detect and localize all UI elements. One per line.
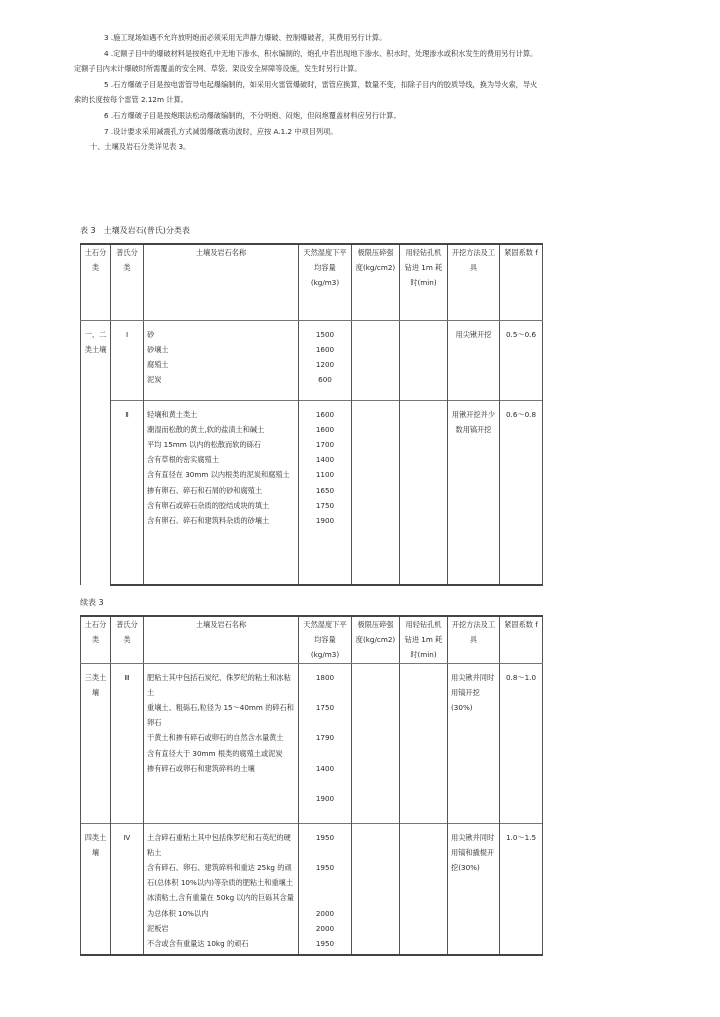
header-weight: 天然湿度下平均容量(kg/m3) (299, 616, 352, 663)
strength-cell (352, 663, 400, 823)
rock-name: 含有直径在 30mm 以内根类的泥炭和腐殖土 (147, 470, 290, 480)
drill-time-cell (400, 663, 448, 823)
rock-name: 干黄土和掺有碎石或卵石的自然含水量黄土 (147, 733, 284, 743)
drill-time-cell (400, 320, 448, 400)
drill-time-cell (400, 400, 448, 585)
unit-weight: 1750 (315, 500, 335, 510)
note-5: 5 .石方爆破子目是按电雷管导电起爆编制的，如采用火雷管爆破时，雷管应换算，数量不变，扣除子目内的胶质导线，换为导火索，导火 (104, 79, 538, 89)
unit-weight: 1950 (315, 938, 335, 948)
soil-class-4: 四类土壤 (81, 823, 111, 955)
unit-weight: 1750 (315, 703, 335, 712)
puzhi-class-2: Ⅱ (111, 400, 144, 585)
coefficient-f: 0.8～1.0 (500, 663, 543, 823)
note-4: 4 .定额子目中的爆破材料是按炮孔中无地下渗水、积水编制的，炮孔中若出现地下渗水、积水时，处理渗水或积水发生的费用另行计算。 (104, 48, 538, 58)
puzhi-class-4: Ⅳ (111, 823, 144, 955)
header-puzhi-class: 普氏分类 (111, 244, 144, 320)
unit-weight: 1900 (315, 794, 335, 804)
rock-name: 砂 (147, 329, 155, 339)
unit-weight: 1950 (315, 863, 335, 872)
rock-name: 含有草根的密实腐殖土 (147, 455, 219, 465)
rock-name: 腐殖土 (147, 359, 169, 369)
soil-class-1-2: 一、二类土壤 (81, 320, 111, 585)
rock-name: 平均 15mm 以内的松散而软的砾石 (147, 439, 261, 449)
rock-name: 掺有碎石或卵石和建筑碎料的土壤 (147, 763, 255, 773)
note-4-cont: 定额子目内未计爆破时所需覆盖的安全网、草袋、架设安全屏障等设施，发生时另行计算。 (74, 64, 362, 74)
header-drill-time: 用轻钻孔机钻进 1m 耗时(min) (400, 244, 448, 320)
header-coefficient: 紧固系数 f (500, 244, 543, 320)
note-7: 7 .设计要求采用减震孔方式减弱爆破震动波时，应按 A.1.2 中项目列项。 (104, 126, 338, 136)
header-puzhi-class: 普氏分类 (111, 616, 144, 663)
table-caption: 表 3 土壤及岩石(普氏)分类表 (80, 226, 190, 235)
continued-caption: 续表 3 (80, 598, 104, 607)
header-name: 土壤及岩石名称 (144, 616, 299, 663)
puzhi-class-1: Ⅰ (111, 320, 144, 400)
unit-weight: 2000 (315, 923, 335, 933)
soil-rock-table-continued (80, 615, 543, 956)
unit-weight: 1600 (315, 409, 335, 419)
header-strength: 极限压碎强度(kg/cm2) (352, 244, 400, 320)
coefficient-f: 0.6～0.8 (500, 400, 543, 585)
header-method: 开挖方法及工具 (448, 616, 500, 663)
rock-name: 掺有卵石、碎石和石屑的砂和腐殖土 (147, 485, 263, 495)
rock-name: 重壤土、粗砾石,粒径为 15～40mm 的碎石和卵石 (147, 703, 294, 728)
unit-weight: 600 (318, 375, 332, 385)
dig-method: 用锹开挖并少数用镐开挖 (448, 400, 500, 585)
coefficient-f: 0.5～0.6 (500, 320, 543, 400)
construction-notes (74, 30, 684, 155)
header-method: 开挖方法及工具 (448, 244, 500, 320)
drill-time-cell (400, 823, 448, 955)
unit-weight: 1700 (315, 439, 335, 449)
unit-weight: 1400 (315, 455, 335, 465)
header-coefficient: 紧固系数 f (500, 616, 543, 663)
puzhi-class-3: Ⅲ (111, 663, 144, 823)
note-10: 十、土壤及岩石分类详见表 3。 (90, 142, 191, 152)
rock-name: 含有卵石、碎石和建筑料杂质的砂壤土 (147, 515, 270, 525)
rock-name: 含有直径大于 30mm 根类的腐殖土或泥炭 (147, 748, 283, 758)
unit-weight: 1600 (315, 424, 335, 434)
rock-name: 含有卵石或碎石杂质的胶结成块的填土 (147, 500, 270, 510)
header-name: 土壤及岩石名称 (144, 244, 299, 320)
strength-cell (352, 320, 400, 400)
rock-name: 土含碎石重粘土其中包括侏罗纪和石英纪的硬粘土 (147, 832, 291, 857)
dig-method: 用尖锹开挖 (448, 320, 500, 400)
header-drill-time: 用轻钻孔机钻进 1m 耗时(min) (400, 616, 448, 663)
unit-weight: 1950 (315, 832, 335, 842)
note-3: 3 .施工现场如遇不允许放明炮而必须采用无声静力爆破、控制爆破者，其费用另行计算。 (104, 33, 387, 42)
rock-name: 含有碎石、卵石、建筑碎料和重达 25kg 的顽石(总体积 10%以内)等杂质的肥粘土和重壤土 (147, 863, 294, 888)
note-5-cont: 索的长度按每个雷管 2.12m 计算。 (74, 95, 188, 105)
unit-weight: 1900 (315, 515, 335, 525)
header-soil-class: 土石分类 (81, 616, 111, 663)
unit-weight: 1500 (315, 329, 335, 339)
note-6: 6 .石方爆破子目是按炮眼法松动爆破编制的，不分明炮、闷炮，但闷炮覆盖材料应另行计算。 (104, 110, 401, 120)
unit-weight: 1100 (315, 470, 335, 480)
unit-weight: 1400 (315, 763, 335, 773)
rock-name: 泥炭 (147, 375, 162, 385)
rock-name: 砂壤土 (147, 344, 169, 354)
header-strength: 极限压碎强度(kg/cm2) (352, 616, 400, 663)
strength-cell (352, 823, 400, 955)
unit-weight: 2000 (315, 908, 335, 918)
unit-weight: 1650 (315, 485, 335, 495)
unit-weight: 1800 (315, 672, 335, 682)
soil-class-3: 三类土壤 (81, 663, 111, 823)
unit-weight: 1600 (315, 344, 335, 354)
rock-name: 轻壤和黄土类土 (147, 409, 198, 419)
unit-weight: 1790 (315, 733, 335, 743)
strength-cell (352, 400, 400, 585)
rock-name: 不含或含有重量达 10kg 的顽石 (147, 939, 249, 949)
dig-method: 用尖锹并同时用镐和撬棍开挖(30%) (448, 823, 500, 955)
rock-name: 潮湿而松散的黄土,软的盐渍土和碱土 (147, 424, 265, 434)
unit-weight: 1200 (315, 359, 335, 369)
rock-name: 肥粘土其中包括石炭纪、侏罗纪的粘土和冰粘土 (147, 672, 291, 697)
dig-method: 用尖锹并同时用镐开挖(30%) (448, 663, 500, 823)
header-weight: 天然湿度下平均容量(kg/m3) (299, 244, 352, 320)
rock-name: 冰渍粘土,含有重量在 50kg 以内的巨砾其含量为总体积 10%以内 (147, 893, 294, 918)
soil-rock-table (80, 243, 543, 586)
rock-name: 泥板岩 (147, 923, 169, 933)
coefficient-f: 1.0～1.5 (500, 823, 543, 955)
header-soil-class: 土石分类 (81, 244, 111, 320)
